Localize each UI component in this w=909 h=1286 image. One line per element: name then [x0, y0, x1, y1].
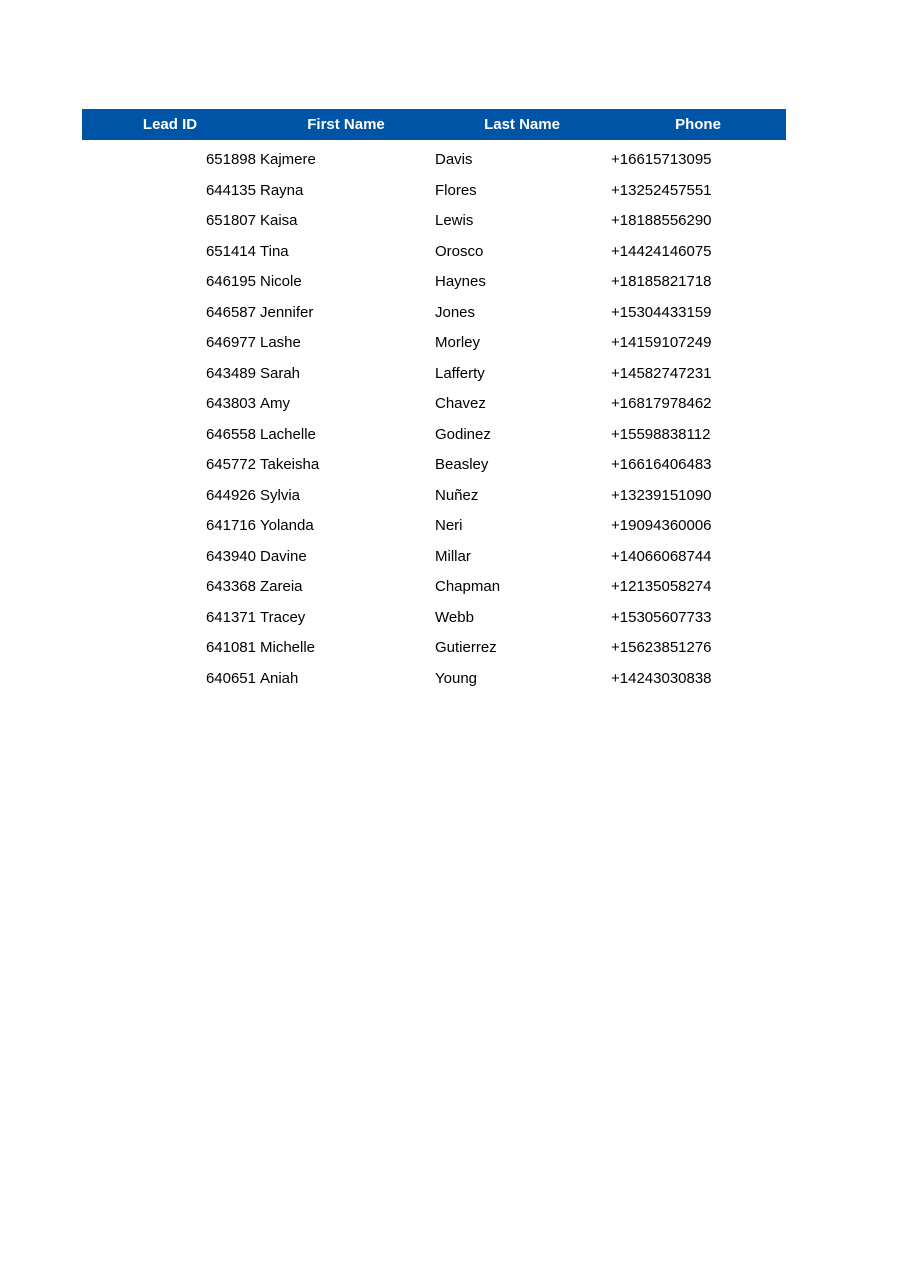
lead-id-cell: 644926 — [205, 486, 256, 504]
last-name-cell: Orosco — [435, 242, 484, 260]
table-row — [82, 328, 786, 359]
phone-cell: +18185821718 — [611, 273, 712, 290]
phone-cell: +15304433159 — [611, 303, 712, 321]
first-name-cell: Zareia — [260, 578, 303, 595]
column-header-lead-id: Lead ID — [142, 116, 198, 133]
table-row — [82, 176, 786, 207]
table-row — [82, 664, 786, 695]
last-name-cell: Lewis — [435, 212, 474, 229]
phone-cell: +13252457551 — [611, 181, 712, 199]
table-row — [82, 237, 786, 268]
phone-cell: +16615713095 — [611, 151, 712, 168]
phone-cell: +14066068744 — [611, 547, 712, 565]
lead-id-cell: 645772 — [205, 456, 256, 473]
last-name-cell: Chapman — [435, 578, 501, 595]
lead-id-cell: 646587 — [205, 303, 256, 321]
lead-id-cell: 644135 — [205, 181, 256, 199]
phone-cell: +12135058274 — [611, 578, 712, 595]
first-name-cell: Tracey — [260, 608, 306, 626]
last-name-cell: Beasley — [435, 456, 489, 473]
first-name-cell: Yolanda — [260, 517, 314, 534]
lead-id-cell: 651898 — [205, 151, 256, 168]
table-row — [82, 420, 786, 451]
column-header-phone: Phone — [675, 116, 721, 133]
table-row — [82, 359, 786, 390]
last-name-cell: Neri — [435, 517, 463, 534]
first-name-cell: Davine — [260, 547, 307, 565]
lead-id-cell: 651807 — [205, 212, 256, 229]
phone-cell: +14582747231 — [611, 364, 712, 382]
table-row — [82, 298, 786, 329]
last-name-cell: Godinez — [435, 425, 491, 443]
column-header-last-name: Last Name — [484, 116, 560, 133]
lead-id-cell: 640651 — [205, 669, 256, 687]
first-name-cell: Lashe — [260, 334, 301, 351]
phone-cell: +14243030838 — [611, 669, 712, 687]
phone-cell: +16817978462 — [611, 395, 712, 412]
lead-id-cell: 641716 — [205, 517, 256, 534]
table-body — [82, 145, 786, 694]
table-row — [82, 206, 786, 237]
last-name-cell: Millar — [435, 547, 471, 565]
last-name-cell: Morley — [435, 334, 481, 351]
first-name-cell: Takeisha — [260, 456, 320, 473]
column-header-first-name: First Name — [307, 116, 385, 133]
table-row — [82, 511, 786, 542]
first-name-cell: Jennifer — [260, 303, 314, 321]
table-row — [82, 481, 786, 512]
first-name-cell: Rayna — [260, 181, 304, 199]
first-name-cell: Kajmere — [260, 151, 316, 168]
lead-id-cell: 646977 — [205, 334, 256, 351]
first-name-cell: Amy — [260, 395, 290, 412]
last-name-cell: Chavez — [435, 395, 486, 412]
first-name-cell: Sylvia — [260, 486, 301, 504]
table-header-row — [82, 109, 786, 140]
table-row — [82, 603, 786, 634]
lead-id-cell: 643940 — [205, 547, 256, 565]
phone-cell: +18188556290 — [611, 212, 712, 229]
lead-id-cell: 643803 — [205, 395, 256, 412]
lead-id-cell: 646558 — [205, 425, 256, 443]
leads-table — [82, 109, 786, 687]
last-name-cell: Young — [435, 669, 477, 687]
last-name-cell: Davis — [435, 151, 473, 168]
last-name-cell: Haynes — [435, 273, 486, 290]
lead-id-cell: 641081 — [205, 639, 256, 656]
lead-id-cell: 643489 — [205, 364, 256, 382]
last-name-cell: Lafferty — [435, 364, 485, 382]
first-name-cell: Lachelle — [260, 425, 316, 443]
phone-cell: +19094360006 — [611, 517, 712, 534]
phone-cell: +15623851276 — [611, 639, 712, 656]
last-name-cell: Flores — [435, 181, 477, 199]
first-name-cell: Michelle — [260, 639, 316, 656]
first-name-cell: Aniah — [260, 669, 299, 687]
table-row — [82, 572, 786, 603]
table-row — [82, 542, 786, 573]
lead-id-cell: 651414 — [205, 242, 256, 260]
phone-cell: +16616406483 — [611, 456, 712, 473]
last-name-cell: Jones — [435, 303, 476, 321]
last-name-cell: Gutierrez — [435, 639, 497, 656]
first-name-cell: Nicole — [260, 273, 302, 290]
phone-cell: +15305607733 — [611, 608, 712, 626]
phone-cell: +13239151090 — [611, 486, 712, 504]
phone-cell: +15598838112 — [611, 425, 711, 443]
table-row — [82, 450, 786, 481]
first-name-cell: Kaisa — [260, 212, 298, 229]
lead-id-cell: 646195 — [205, 273, 256, 290]
phone-cell: +14424146075 — [611, 242, 712, 260]
lead-id-cell: 643368 — [205, 578, 256, 595]
last-name-cell: Webb — [435, 608, 474, 626]
table-row — [82, 633, 786, 664]
lead-id-cell: 641371 — [205, 608, 256, 626]
table-row — [82, 145, 786, 176]
phone-cell: +14159107249 — [611, 334, 712, 351]
table-row — [82, 389, 786, 420]
first-name-cell: Sarah — [260, 364, 301, 382]
last-name-cell: Nuñez — [435, 486, 479, 504]
table-row — [82, 267, 786, 298]
first-name-cell: Tina — [260, 242, 289, 260]
